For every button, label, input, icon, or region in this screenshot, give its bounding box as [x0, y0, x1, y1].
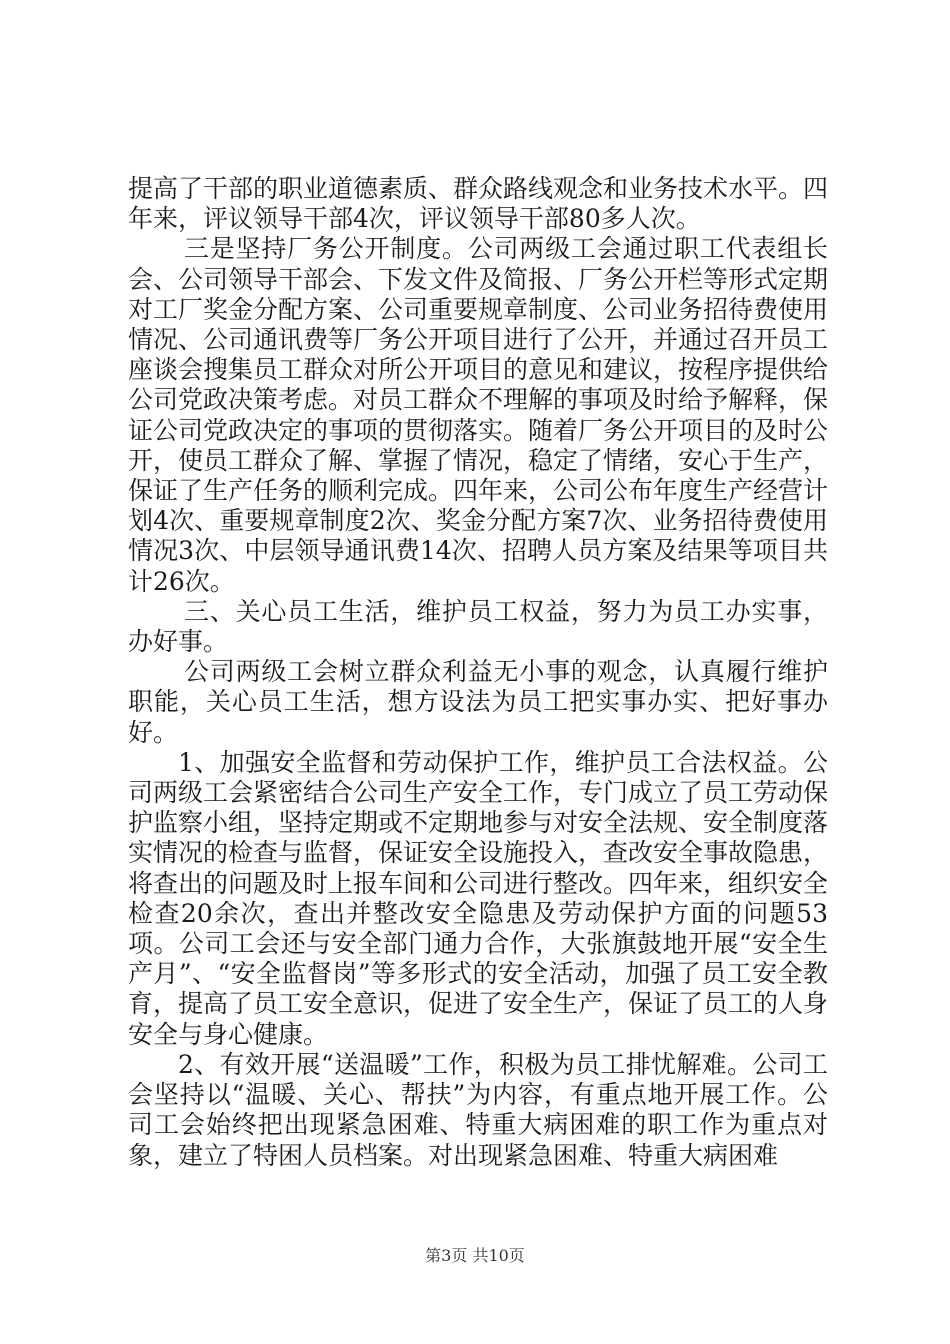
section-heading-3: 三、关心员工生活，维护员工权益，努力为员工办实事，办好事。 — [128, 596, 828, 657]
page-number-footer: 第3页 共10页 — [425, 1246, 525, 1265]
paragraph-2: 三是坚持厂务公开制度。公司两级工会通过职工代表组长会、公司领导干部会、下发文件及简报、厂务公开栏等形式定期对工厂奖金分配方案、公司重要规章制度、公司业务招待费使用情况、公司通讯费等厂务公开项目进行了公开，并通过召开员工座谈会搜集员工群众对所公开项目的意见和建议，按程序提供给公司党政决策考虑。对员工群众不理解的事项及时给予解释，保证公司党政决定的事项的贯彻落实。随着厂务公开项目的及时公开，使员工群众了解、掌握了情况，稳定了情绪，安心于生产，保证了生产任务的顺利完成。四年来，公司公布年度生产经营计划4次、重要规章制度2次、奖金分配方案7次、业务招待费使用情况3次、中层领导通讯费14次、招聘人员方案及结果等项目共计26次。 — [128, 234, 829, 596]
paragraph-6: 2、有效开展“送温暖”工作，积极为员工排忧解难。公司工会坚持以“温暖、关心、帮扶”为内容，有重点地开展工作。公司工会始终把出现紧急困难、特重大病困难的职工作为重点对象，建立了特困人员档案。对出现紧急困难、特重大病困难 — [128, 1049, 828, 1170]
paragraph-4: 公司两级工会树立群众利益无小事的观念，认真履行维护职能，关心员工生活，想方设法为员工把实事办实、把好事办好。 — [128, 657, 828, 747]
paragraph-5: 1、加强安全监督和劳动保护工作，维护员工合法权益。公司两级工会紧密结合公司生产安全工作，专门成立了员工劳动保护监察小组，坚持定期或不定期地参与对安全法规、安全制度落实情况的检查与监督，保证安全设施投入，查改安全事故隐患，将查出的问题及时上报车间和公司进行整改。四年来，组织安全检查20余次，查出并整改安全隐患及劳动保护方面的问题53项。公司工会还与安全部门通力合作，大张旗鼓地开展“安全生产月”、“安全监督岗”等多形式的安全活动，加强了员工安全教育，提高了员工安全意识，促进了安全生产，保证了员工的人身安全与身心健康。 — [128, 747, 829, 1049]
document-body — [128, 174, 828, 1171]
paragraph-1: 提高了干部的职业道德素质、群众路线观念和业务技术水平。四年来，评议领导干部4次，评议领导干部80多人次。 — [128, 174, 829, 234]
